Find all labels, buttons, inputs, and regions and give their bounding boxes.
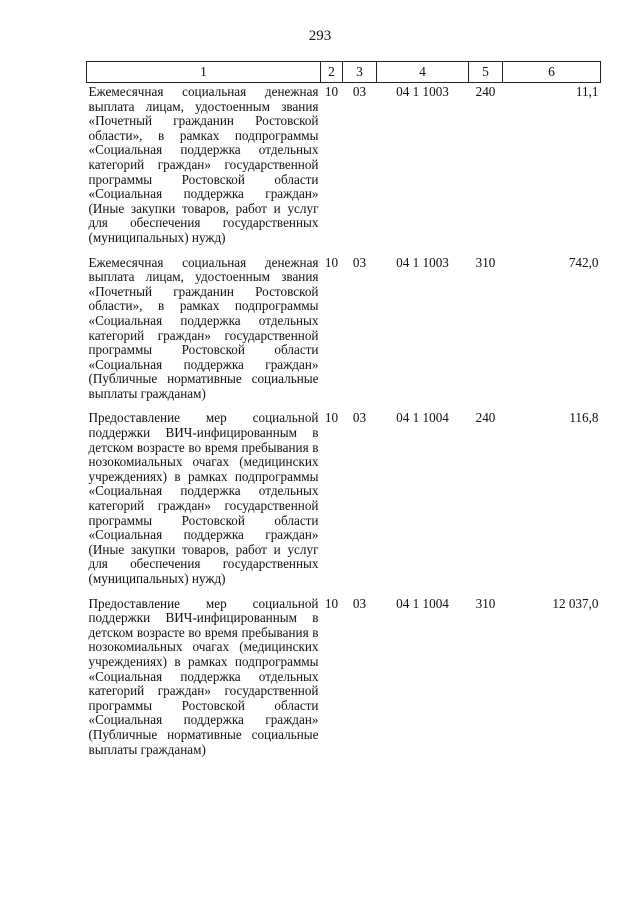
header-col-1: 1 (87, 62, 321, 83)
page-number: 293 (308, 28, 332, 44)
table-row (87, 83, 601, 254)
header-col-6: 6 (503, 62, 601, 83)
row-description: Предоставление мер социальной поддержки ВИЧ-инфицированным в детском возрасте во время пребывания в нозокомиальных очагах (медицинских учреждениях) в рамках подпрограммы «Социальная поддержка отдельных категорий граждан» государственной программы Ростовской области «Социальная поддержка граждан» (Публичные нормативные социальные выплаты гражданам) (88, 595, 319, 757)
row-expense-type: 240 (475, 84, 496, 99)
table-row (87, 254, 601, 410)
row-description: Ежемесячная социальная денежная выплата лицам, удостоенным звания «Почетный гражданин Ростовской области», в рамках подпрограммы «Социальная поддержка отдельных категорий граждан» государственной программы Ростовской области «Социальная поддержка граждан» (Публичные нормативные социальные выплаты гражданам) (88, 254, 319, 401)
header-col-5: 5 (469, 62, 503, 83)
row-description: Ежемесячная социальная денежная выплата лицам, удостоенным звания «Почетный гражданин Ростовской области», в рамках подпрограммы «Социальная поддержка отдельных категорий граждан» государственной программы Ростовской области «Социальная поддержка граждан» (Иные закупки товаров, работ и услуг для обеспечения государственных (муниципальных) нужд) (88, 84, 319, 245)
header-col-2: 2 (321, 62, 343, 83)
table-row (87, 595, 601, 766)
row-target-article: 04 1 1004 (396, 410, 449, 426)
row-target-article: 04 1 1004 (396, 595, 449, 611)
row-amount: 116,8 (569, 410, 599, 426)
table-header (87, 62, 601, 83)
row-section: 10 (324, 84, 339, 99)
table-row (87, 409, 601, 594)
row-expense-type: 240 (475, 410, 496, 426)
row-target-article: 04 1 1003 (396, 84, 449, 99)
row-amount: 742,0 (568, 254, 599, 270)
row-subsection: 03 (352, 84, 367, 99)
row-target-article: 04 1 1003 (396, 254, 449, 270)
row-description: Предоставление мер социальной поддержки ВИЧ-инфицированным в детском возрасте во время пребывания в нозокомиальных очагах (медицинских учреждениях) в рамках подпрограммы «Социальная поддержка отдельных категорий граждан» государственной программы Ростовской области «Социальная поддержка граждан» (Иные закупки товаров, работ и услуг для обеспечения государственных (муниципальных) нужд) (88, 410, 319, 586)
row-expense-type: 310 (475, 595, 496, 611)
header-col-4: 4 (377, 62, 469, 83)
header-row (87, 62, 601, 83)
row-expense-type: 310 (475, 254, 496, 270)
table-body (87, 83, 601, 766)
budget-table (86, 61, 601, 765)
row-amount: 12 037,0 (552, 595, 599, 611)
row-section: 10 (324, 254, 339, 270)
row-section: 10 (324, 595, 339, 611)
row-subsection: 03 (352, 410, 367, 426)
row-subsection: 03 (352, 254, 367, 270)
row-subsection: 03 (352, 595, 367, 611)
row-amount: 11,1 (575, 84, 599, 99)
row-section: 10 (324, 410, 339, 426)
header-col-3: 3 (343, 62, 377, 83)
